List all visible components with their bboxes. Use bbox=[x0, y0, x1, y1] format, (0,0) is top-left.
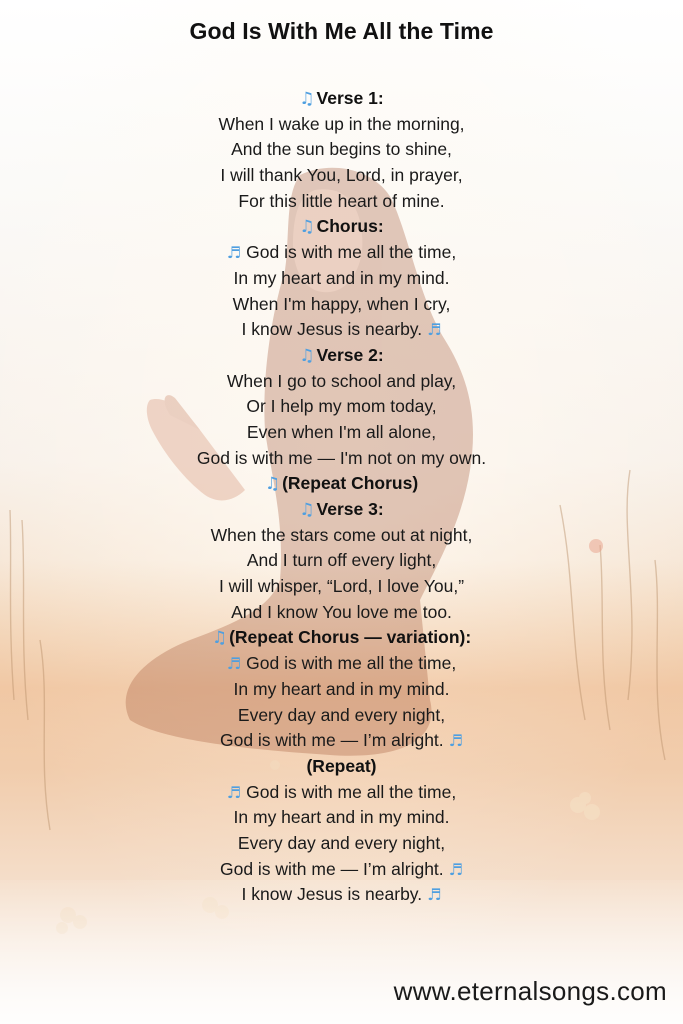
lyric-line bbox=[0, 857, 683, 883]
lyric-line: Even when I'm all alone, bbox=[246, 421, 437, 442]
lyric-line bbox=[0, 651, 683, 677]
chorus-heading: Chorus: bbox=[316, 216, 384, 237]
verse1-heading: Verse 1: bbox=[316, 88, 384, 108]
repeat-heading: (Repeat) bbox=[306, 755, 377, 776]
lyric-text: I know Jesus is nearby. bbox=[241, 884, 423, 905]
music-note-icon: ♫ bbox=[299, 89, 315, 109]
chorus-variation-heading: (Repeat Chorus — variation): bbox=[229, 627, 472, 648]
lyric-text: I know Jesus is nearby. bbox=[241, 319, 423, 340]
lyric-line: When I go to school and play, bbox=[226, 370, 457, 391]
music-notes-icon: ♬ bbox=[226, 654, 242, 674]
lyric-line bbox=[0, 882, 683, 908]
lyric-line: I will thank You, Lord, in prayer, bbox=[220, 165, 463, 186]
website-url: www.eternalsongs.com bbox=[393, 976, 667, 1006]
lyric-line: For this little heart of mine. bbox=[238, 190, 445, 211]
music-note-icon: ♫ bbox=[264, 474, 281, 495]
lyric-line: Every day and every night, bbox=[237, 704, 446, 725]
lyric-text: God is with me all the time, bbox=[246, 781, 457, 802]
repeat-heading-line bbox=[0, 754, 683, 780]
music-notes-icon: ♬ bbox=[226, 243, 242, 263]
lyric-line: I will whisper, “Lord, I love You,” bbox=[218, 576, 465, 597]
lyric-line: In my heart and in my mind. bbox=[233, 267, 450, 288]
lyric-line bbox=[0, 780, 683, 806]
lyric-line bbox=[0, 317, 683, 343]
chorus-heading-line bbox=[0, 214, 683, 240]
lyric-line: In my heart and in my mind. bbox=[233, 807, 450, 828]
music-note-icon: ♫ bbox=[299, 217, 315, 238]
verse1-heading-line bbox=[0, 86, 683, 112]
verse2-heading-line bbox=[0, 343, 683, 369]
chorus-variation-heading-line bbox=[0, 625, 683, 651]
lyric-line bbox=[0, 240, 683, 266]
music-notes-icon: ♬ bbox=[427, 885, 442, 905]
music-notes-icon: ♬ bbox=[427, 320, 442, 340]
song-title: God Is With Me All the Time bbox=[189, 18, 494, 44]
music-notes-icon: ♬ bbox=[448, 731, 463, 751]
lyric-line: When the stars come out at night, bbox=[210, 524, 473, 545]
lyric-line: Or I help my mom today, bbox=[246, 396, 437, 417]
verse3-heading: Verse 3: bbox=[316, 499, 384, 519]
lyric-line: Every day and every night, bbox=[237, 832, 446, 853]
lyric-text: God is with me — I’m alright. bbox=[219, 730, 444, 751]
verse3-heading-line bbox=[0, 497, 683, 523]
verse2-heading: Verse 2: bbox=[316, 344, 384, 365]
lyric-text: God is with me all the time, bbox=[246, 242, 457, 263]
music-note-icon: ♫ bbox=[299, 345, 315, 366]
lyric-line: In my heart and in my mind. bbox=[233, 678, 450, 699]
music-note-icon: ♫ bbox=[211, 628, 228, 649]
lyrics-block bbox=[0, 86, 683, 908]
repeat-chorus-heading-line bbox=[0, 471, 683, 497]
lyric-line bbox=[0, 728, 683, 754]
repeat-chorus-heading: (Repeat Chorus) bbox=[282, 473, 419, 494]
lyric-text: God is with me — I’m alright. bbox=[219, 858, 444, 879]
music-note-icon: ♫ bbox=[299, 500, 315, 520]
lyric-line: When I'm happy, when I cry, bbox=[232, 293, 451, 314]
music-notes-icon: ♬ bbox=[448, 859, 463, 879]
lyric-line: God is with me — I'm not on my own. bbox=[196, 447, 487, 468]
lyric-line: And I know You love me too. bbox=[231, 601, 452, 622]
lyric-line: And the sun begins to shine, bbox=[231, 139, 452, 160]
lyric-line: And I turn off every light, bbox=[246, 550, 437, 571]
music-notes-icon: ♬ bbox=[226, 782, 242, 802]
lyric-line: When I wake up in the morning, bbox=[218, 113, 465, 134]
lyric-text: God is with me all the time, bbox=[246, 653, 457, 674]
